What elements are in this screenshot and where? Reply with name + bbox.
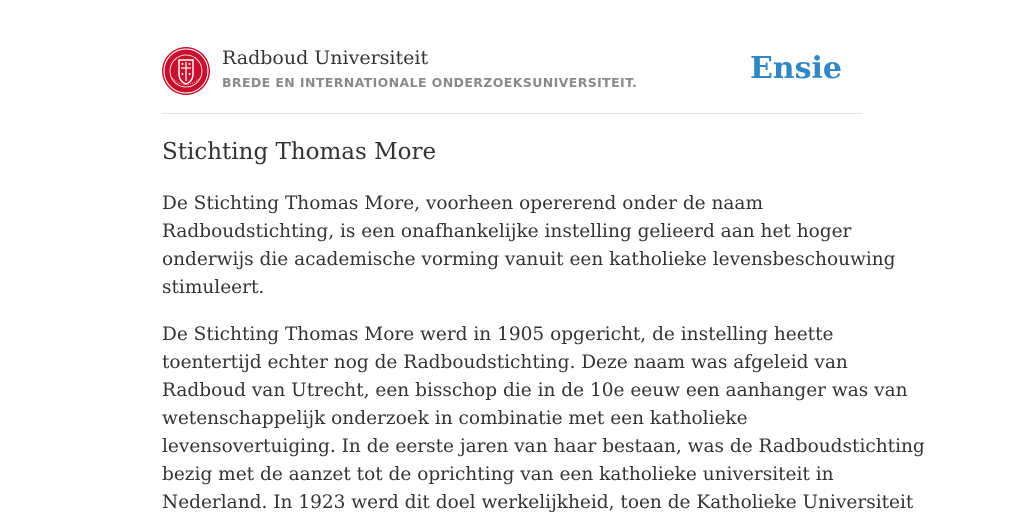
org-tagline: BREDE EN INTERNATIONALE ONDERZOEKSUNIVERSITEIT. bbox=[222, 75, 638, 90]
paragraph-line: De Stichting Thomas More, voorheen opererend onder de naam bbox=[162, 193, 764, 214]
radboud-seal-icon[interactable] bbox=[162, 47, 210, 95]
page-title: Stichting Thomas More bbox=[162, 139, 437, 165]
paragraph-line: Radboud van Utrecht, een bisschop die in de 10e eeuw een aanhanger was van bbox=[162, 380, 908, 401]
paragraph-line: Radboudstichting, is een onafhankelijke instelling gelieerd aan het hoger bbox=[162, 221, 852, 242]
paragraph-line: wetenschappelijk onderzoek in combinatie met een katholieke bbox=[162, 408, 748, 429]
paragraph-line: levensovertuiging. In de eerste jaren van haar bestaan, was de Radboudstichting bbox=[162, 436, 925, 457]
site-header bbox=[162, 46, 862, 96]
org-name[interactable]: Radboud Universiteit bbox=[222, 47, 429, 69]
article-paragraph-1 bbox=[162, 190, 896, 302]
page-container bbox=[162, 0, 925, 512]
paragraph-line: bezig met de aanzet tot de oprichting van een katholieke universiteit in bbox=[162, 464, 834, 485]
ensie-logo-link[interactable]: Ensie bbox=[749, 51, 842, 86]
paragraph-line: stimuleert. bbox=[162, 277, 265, 298]
paragraph-line: onderwijs die academische vorming vanuit een katholieke levensbeschouwing bbox=[162, 249, 896, 270]
paragraph-line: Nederland. In 1923 werd dit doel werkelijkheid, toen de Katholieke Universiteit bbox=[162, 492, 914, 512]
article-paragraph-2 bbox=[162, 321, 925, 512]
paragraph-line: De Stichting Thomas More werd in 1905 opgericht, de instelling heette bbox=[162, 324, 834, 345]
paragraph-line: toentertijd echter nog de Radboudstichting. Deze naam was afgeleid van bbox=[162, 352, 848, 373]
header-divider bbox=[162, 113, 862, 114]
